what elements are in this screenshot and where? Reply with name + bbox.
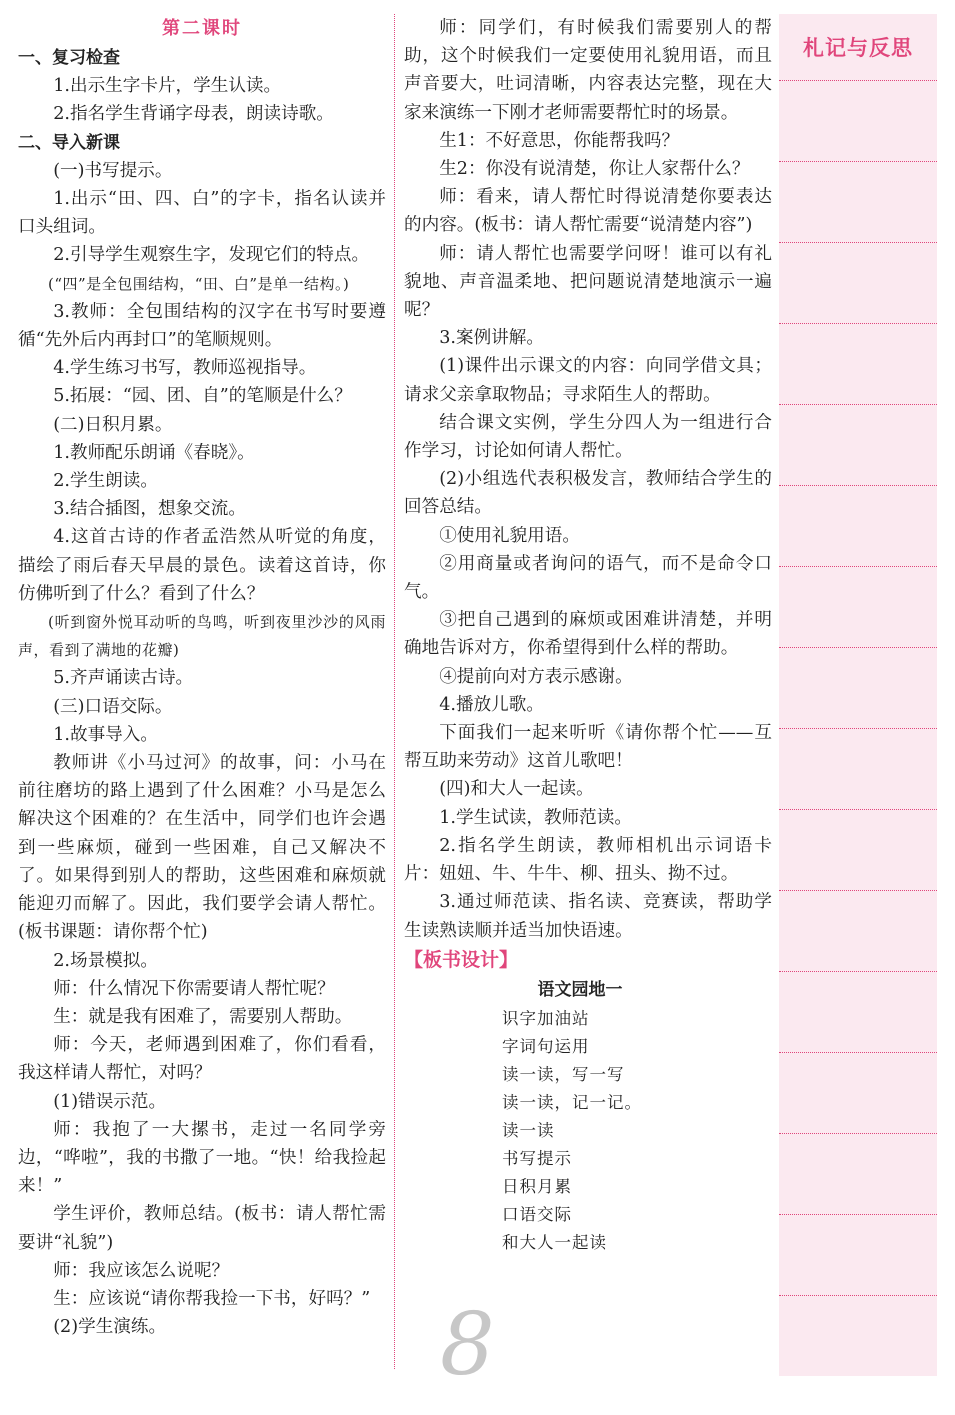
note-line	[779, 566, 937, 567]
middle-paragraph: 3.案例讲解。	[439, 328, 544, 349]
left-paragraph: 1.教师配乐朗诵《春晓》。	[53, 442, 255, 463]
note-line	[779, 971, 937, 972]
board-item: 字词句运用	[502, 1036, 590, 1056]
middle-paragraph: 2.指名学生朗读，教师相机出示词语卡片：妞妞、牛、牛牛、柳、扭头、拗不过。	[404, 835, 772, 885]
left-paragraph: 生：就是我有困难了，需要别人帮助。	[53, 1006, 353, 1027]
middle-paragraph: 师：同学们，有时候我们需要别人的帮助，这个时候我们一定要使用礼貌用语，而且声音要大，吐词清晰，内容表达完整，现在大家来演练一下刚才老师需要帮忙时的场景。	[404, 18, 772, 123]
board-item: 和大人一起读	[502, 1232, 607, 1252]
left-paragraph: 1.出示生字卡片，学生认读。	[53, 76, 282, 97]
column-divider	[394, 14, 395, 1369]
left-paragraph: 5.齐声诵读古诗。	[53, 668, 194, 689]
note-line	[779, 890, 937, 891]
left-paragraph: 4.这首古诗的作者孟浩然从听觉的角度，描绘了雨后春天早晨的景色。读着这首诗，你仿佛听到了什么？看到了什么？	[18, 527, 386, 604]
middle-paragraph: 下面我们一起来听听《请你帮个忙——互帮互助来劳动》这首儿歌吧！	[404, 723, 772, 772]
board-item: 读一读，记一记。	[502, 1092, 642, 1112]
middle-paragraph: 师：看来，请人帮忙时得说清楚你要表达的内容。(板书：请人帮忙需要“说清楚内容”)	[404, 187, 772, 236]
middle-paragraph: 师：请人帮忙也需要学问呀！谁可以有礼貌地、声音温柔地、把问题说清楚地演示一遍呢？	[404, 243, 772, 321]
note-line	[779, 242, 937, 243]
left-paragraph: 2.引导学生观察生字，发现它们的特点。	[53, 245, 370, 266]
board-title: 语文园地一	[537, 979, 623, 1000]
middle-paragraph: 3.通过师范读、指名读、竞赛读，帮助学生读熟读顺并适当加快语速。	[404, 892, 772, 941]
note-line	[779, 1133, 937, 1134]
middle-paragraph: ①使用礼貌用语。	[439, 525, 580, 546]
left-paragraph: (一)书写提示。	[53, 160, 173, 181]
middle-paragraph: ②用商量或者询问的语气，而不是命令口气。	[404, 553, 772, 603]
left-paragraph: 师：今天，老师遇到困难了，你们看看，我这样请人帮忙，对吗？	[18, 1035, 386, 1084]
middle-paragraph: (四)和大人一起读。	[439, 779, 594, 800]
notes-sidebar	[779, 14, 937, 1376]
note-line	[779, 161, 937, 162]
board-item: 识字加油站	[502, 1008, 590, 1028]
middle-paragraph: ④提前向对方表示感谢。	[439, 666, 633, 687]
note-line	[779, 647, 937, 648]
board-design-heading: 【板书设计】	[404, 948, 519, 971]
board-item: 书写提示	[502, 1148, 572, 1168]
board-item: 口语交际	[502, 1204, 572, 1224]
left-paragraph: (“四”是全包围结构，“田、白”是单一结构。)	[48, 274, 350, 293]
left-column-body	[18, 44, 386, 1341]
middle-paragraph: 1.学生试读，教师范读。	[439, 807, 632, 828]
left-paragraph: (2)学生演练。	[53, 1317, 167, 1338]
left-paragraph: 3.结合插图，想象交流。	[53, 499, 246, 520]
left-paragraph: 教师讲《小马过河》的故事，问：小马在前往磨坊的路上遇到了什么困难？小马是怎么解决这个困难的？在生活中，同学们也许会遇到一些麻烦，碰到一些困难，自己又解决不了。如果得到别人的帮助，这些困难和麻烦就能迎刃而解了。因此，我们要学会请人帮忙。(板书课题：请你帮个忙)	[18, 753, 386, 943]
board-item: 读一读，写一写	[502, 1064, 625, 1084]
note-line	[779, 404, 937, 405]
left-paragraph: 1.出示“田、四、白”的字卡，指名认读并口头组词。	[18, 189, 386, 238]
left-paragraph: 5.拓展：“园、团、自”的笔顺是什么？	[53, 386, 352, 407]
left-paragraph: 4.学生练习书写，教师巡视指导。	[53, 358, 317, 379]
middle-paragraph: 结合课文实例，学生分四人为一组进行合作学习，讨论如何请人帮忙。	[404, 412, 772, 462]
left-paragraph: 生：应该说“请你帮我捡一下书，好吗？”	[53, 1288, 371, 1309]
left-paragraph: 3.教师：全包围结构的汉字在书写时要遵循“先外后内再封口”的笔顺规则。	[18, 301, 386, 351]
middle-paragraph: ③把自己遇到的麻烦或困难讲清楚，并明确地告诉对方，你希望得到什么样的帮助。	[404, 610, 772, 659]
page-number: 8	[440, 1295, 495, 1395]
note-line	[779, 80, 937, 81]
note-line	[779, 485, 937, 486]
left-paragraph: 1.故事导入。	[53, 724, 158, 745]
left-paragraph: 学生评价，教师总结。(板书：请人帮忙需要讲“礼貌”)	[18, 1204, 386, 1253]
left-paragraph: (1)错误示范。	[53, 1091, 167, 1112]
left-paragraph: 师：我应该怎么说呢？	[53, 1260, 230, 1281]
middle-paragraph: (2)小组选代表积极发言，教师结合学生的回答总结。	[404, 469, 772, 518]
notes-sidebar-title: 札记与反思	[803, 36, 913, 60]
left-paragraph: 2.指名学生背诵字母表，朗读诗歌。	[53, 104, 334, 125]
middle-column-body	[404, 14, 772, 945]
middle-paragraph: 生2：你没有说清楚，你让人家帮什么？	[439, 159, 750, 180]
board-item: 读一读	[502, 1120, 555, 1140]
left-paragraph: 二、导入新课	[18, 132, 120, 153]
note-line	[779, 1214, 937, 1215]
middle-paragraph: 生1：不好意思，你能帮我吗？	[439, 130, 680, 151]
middle-paragraph: (1)课件出示课文的内容：向同学借文具；请求父亲拿取物品；寻求陌生人的帮助。	[404, 356, 772, 405]
left-paragraph: (听到窗外悦耳动听的鸟鸣，听到夜里沙沙的风雨声，看到了满地的花瓣)	[18, 613, 386, 660]
left-paragraph: 一、复习检查	[18, 48, 120, 68]
left-paragraph: (二)日积月累。	[53, 414, 173, 435]
note-line	[779, 728, 937, 729]
left-paragraph: 师：什么情况下你需要请人帮忙呢？	[53, 978, 335, 999]
left-paragraph: 师：我抱了一大摞书，走过一名同学旁边，“哗啦”，我的书撒了一地。“快！给我捡起来！”	[18, 1119, 386, 1197]
board-item: 日积月累	[502, 1176, 572, 1196]
note-line	[779, 1052, 937, 1053]
left-paragraph: 2.场景模拟。	[53, 950, 158, 971]
left-paragraph: 2.学生朗读。	[53, 471, 158, 492]
left-paragraph: (三)口语交际。	[53, 696, 173, 717]
note-line	[779, 809, 937, 810]
note-line	[779, 1295, 937, 1296]
board-items	[404, 1005, 772, 1257]
middle-paragraph: 4.播放儿歌。	[439, 694, 544, 715]
left-column	[18, 14, 386, 1341]
middle-column	[404, 14, 772, 1257]
lesson-title: 第二课时	[162, 18, 242, 39]
note-line	[779, 323, 937, 324]
